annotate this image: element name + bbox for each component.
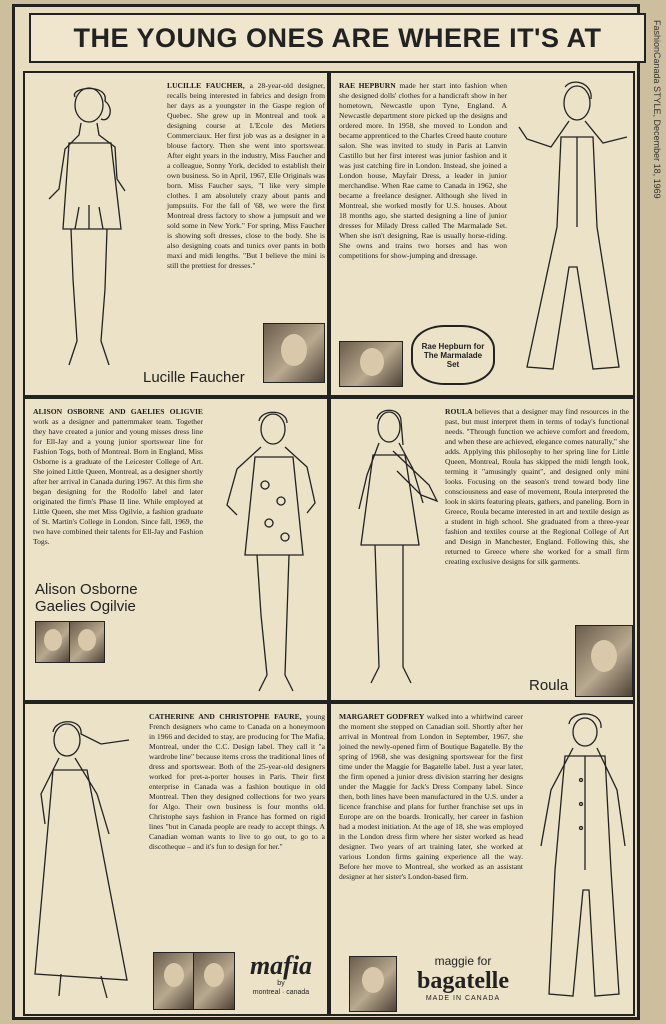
fashion-sketch-scarf-dress xyxy=(337,405,447,697)
story-lead: ALISON OSBORNE AND GAELIES OLIGVIE xyxy=(33,407,203,416)
fashion-sketch-embroidered-dress xyxy=(215,405,327,697)
story-lead: RAE HEPBURN xyxy=(339,81,396,90)
portrait-photo xyxy=(339,341,403,387)
name-caption: Roula xyxy=(529,677,569,694)
story-body: young French designers who came to Canada on a honeymoon in 1966 and decided to stay, are producing for The Mafia, Montreal, under the C.C. Design label. They call it "a wardrobe line" because items cross the traditional lines of dress and sportswear. Both of the 25-year-old designers worked for pret-a-porter houses in Paris. Their first enterprise in Canada was a fashion boutique in old Montreal. Then they designed collections for two years for Algo. Their own business is four months old. Christophe says fashion in France has formed on rigid lines "but in Canada people are ready to accept things. A Canadian woman wants to live to go out, to go to a discotheque – and it's fun to design for her." xyxy=(149,712,325,851)
panel-lucille-faucher xyxy=(23,71,329,397)
name-caption-line2: Gaelies Ogilvie xyxy=(35,598,136,615)
fashion-sketch-coat-pants xyxy=(525,710,633,1010)
panel-roula xyxy=(329,397,635,702)
mafia-by: by xyxy=(277,980,285,987)
bagatelle-wordmark: bagatelle xyxy=(417,968,509,994)
story-lead: CATHERINE AND CHRISTOPHE FAURE, xyxy=(149,712,302,721)
story-lead: MARGARET GODFREY xyxy=(339,712,425,721)
fashion-sketch-maxi-dress xyxy=(31,714,145,1006)
portrait-photo xyxy=(153,952,195,1010)
portrait-photo xyxy=(193,952,235,1010)
panel-godfrey xyxy=(329,702,635,1016)
story-faure xyxy=(149,712,325,852)
story-godfrey xyxy=(339,712,523,882)
portrait-photo xyxy=(349,956,397,1012)
bagatelle-origin: MADE IN CANADA xyxy=(425,995,501,1002)
story-body: walked into a whirlwind career the moment she stepped on Canadian soil. Shortly after her arrival in Montreal from London in September, 1967, she joined the newly-opened firm of Boutique Bagatelle. By the spring of 1968, she was designing sportswear for the first time under the Maggie for Bagatelle label. Just a year later, the firm opened a junior dress division starring her designs under the Maggie for Jack's Dress Company label. Since then, both lines have been manufactured in the U.S. under a licence franchise and plans for further franchise set ups in Europe are on the boards. Ironically, her career in fashion had a modest initiation. At the age of 18, she was employed in the London dress firm where her sister worked as head designer. Two years of art training later, she worked at various London firms gaining experience all the way. Before her move to Montreal, she worked as an assistant designer at her sister's London-based firm. xyxy=(339,712,523,881)
portrait-photo xyxy=(35,621,71,663)
mafia-location: montreal · canada xyxy=(252,989,310,996)
portrait-photo xyxy=(69,621,105,663)
fashion-sketch-pantsuit xyxy=(507,77,633,385)
story-body: a 28-year-old designer, recalls being interested in fabrics and design from her days as a youngster in the Gaspe region of Quebec. She grew up in Montreal and took a designing course at L'Ecole des Metiers Commerciaux. Her first job was as a designer in a blouse factory. Then she went into sportswear. After eight years in the industry, Miss Faucher and a colleague, Sonny York, decided to establish their own business. So in April, 1967, Elle Originals was born. Miss Faucher says, "I like very simple clothes. I am absolutely crazy about pants and jumpsuits. For the fall of '68, we were the first Montreal dress factory to show a jumpsuit and we sold some in New York." For spring, Miss Faucher is showing soft dresses, close to the body. She is also designing coats and tunics over pants in both maxi and midi lengths. "But I believe the mini is still the prettiest for dresses." xyxy=(167,81,325,270)
story-roula xyxy=(445,407,629,567)
page-edge-text: FashionCanada STYLE, December 18, 1969 xyxy=(652,20,662,199)
mafia-logo xyxy=(237,952,325,1010)
panel-osborne-ogilvie xyxy=(23,397,329,702)
fashion-sketch-mini-dress xyxy=(29,79,149,379)
bagatelle-logo xyxy=(403,954,523,1012)
story-faucher xyxy=(167,81,325,271)
story-lead: LUCILLE FAUCHER, xyxy=(167,81,245,90)
story-body: made her start into fashion when she designed dolls' clothes for a handicraft show in her hometown, Newcastle upon Tyne, England. A Newcastle department store picked up the designs and ordered more. In 1958, she moved to London and became apprenticed to the Charles Creed haute couture salon. She was invited to study in Paris at Lanvin Castillo but her first interest was junior fashion and it was just catching fire in London. Instead, she joined a London house, Mayfair Dress, a leader in junior merchandise. When Rae came to Canada in 1962, she became a freelance designer. Although she lived in Montreal, she worked mostly for U.S. houses. About 18 months ago, she started designing a line of junior dresses for Milady Dress called The Marmalade Set. When she isn't designing, Rae is usually horse-riding. She owns and trains two horses and has won competitions for show-jumping and dressage. xyxy=(339,81,507,260)
portrait-photo xyxy=(575,625,633,697)
mafia-wordmark: mafia xyxy=(249,951,313,980)
marmalade-set-logo: Rae Hepburn for The Marmalade Set xyxy=(411,325,495,385)
panel-faure xyxy=(23,702,329,1016)
story-lead: ROULA xyxy=(445,407,473,416)
panel-rae-hepburn xyxy=(329,71,635,397)
newspaper-page xyxy=(12,4,640,1020)
story-osborne xyxy=(33,407,203,547)
name-caption-line1: Alison Osborne xyxy=(35,581,138,598)
story-body: work as a designer and patternmaker team. Together they have created a junior and young misses dress line for Ell-Jay and a young junior sportswear line for Fashion Togs, both of Montreal. Born in England, Miss Osborne is a graduate of the Leicester College of Art. She joined Little Queen, Montreal, as a designer shortly after her arrival in Canada during 1967. At this firm she began designing for the Rodolfo label and later originated the firm's Phase II line. While employed at Little Queen, she met Miss Ogilvie, a fashion graduate of St. Martin's College in London. Since fall, 1969, the two have combined their talents for Ell-Jay and Fashion Togs. xyxy=(33,417,203,546)
bagatelle-tagline: maggie for xyxy=(434,954,492,968)
name-caption: Lucille Faucher xyxy=(143,369,245,386)
story-hepburn xyxy=(339,81,507,261)
portrait-photo xyxy=(263,323,325,383)
page-headline: THE YOUNG ONES ARE WHERE IT'S AT xyxy=(29,13,646,63)
story-body: believes that a designer may find resources in the past, but must interpret them in terms of today's functional needs. "Through function we achieve comfort and freedom, and when these are achieved, elegance comes naturally," she adds. Applying this philosophy to her spring line for Little Queen, Montreal, Roula has skipped the midi length look, terming it "amusingly quaint", and designed only mini looks. Focusing on the season's trend toward body line consciousness and ease of movement, Roula interpreted the look in skirts featuring pleats, gathers, and paneling. Born in Greece, Roula became interested in art and textile design as a student in high school. She graduated from a three-year fashion and textiles course at the Regional College of Art and Design in Manchester, England. Following this, she returned to Greece where she worked for a small firm creating exclusive designs for silk garments. xyxy=(445,407,629,566)
